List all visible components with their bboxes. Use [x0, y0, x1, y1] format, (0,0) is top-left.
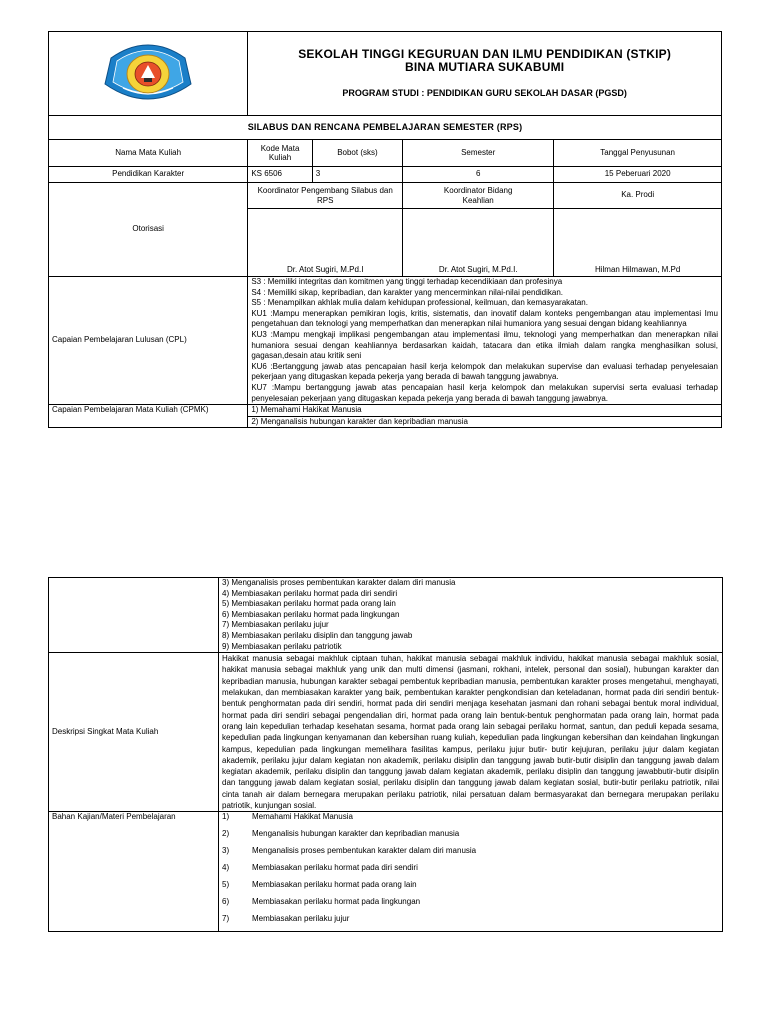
otorisasi-title-row — [49, 183, 722, 209]
cpmk-item: 3) Menganalisis proses pembentukan karakter dalam diri manusia — [222, 578, 456, 587]
coordinator-field-name: Dr. Atot Sugiri, M.Pd.I. — [403, 209, 554, 277]
coordinator-dev-name: Dr. Atot Sugiri, M.Pd.I — [248, 209, 403, 277]
credit-header: Bobot (sks) — [312, 140, 402, 167]
cpl-row — [49, 277, 722, 405]
institution-name: SEKOLAH TINGGI KEGURUAN DAN ILMU PENDIDIKAN (STKIP) — [298, 47, 672, 62]
bahan-item — [222, 880, 719, 897]
cpmk-item: 8) Membiasakan perilaku disiplin dan tanggung jawab — [222, 630, 413, 640]
cpmk-item: 5) Membiasakan perilaku hormat pada orang lain — [222, 599, 396, 609]
logo-cell — [49, 32, 248, 116]
bahan-number: 3) — [222, 846, 230, 856]
cpmk-item: 6) Membiasakan perilaku hormat pada lingkungan — [222, 609, 400, 619]
course-header-row — [49, 140, 722, 167]
bahan-number: 2) — [222, 829, 230, 839]
cpmk-item: 2) Menganalisis hubungan karakter dan kepribadian manusia — [251, 416, 468, 426]
kaprodi-label: Ka. Prodi — [554, 183, 722, 209]
bahan-text: Menganalisis hubungan karakter dan kepribadian manusia — [252, 829, 460, 839]
cpl-item: KU1 :Mampu menerapkan pemikiran logis, kritis, sistematis, dan inovatif dalam konteks pengembangan atau implementasi Imu pengetahuan dan teknologi yang memperhatkan dan menerapkan nilai humaniora yang sesuai dengan bidang keahliannya — [251, 308, 718, 329]
bahan-text: Membiasakan perilaku hormat pada orang lain — [252, 880, 417, 890]
deskripsi-text: Hakikat manusia sebagai makhluk ciptaan tuhan, hakikat manusia sebagai makhluk individu, hakikat manusia sebagai makhluk sosial, hakikat manusia sebagai makhluk yang unik dan multi dimensi (jasmani, rokhani, intelek, personal dan sosial), hubungan karakter dan kepribadian manusia, hubungan karakter sebagai pembentuk kepribadian manusia, pembentukan karakter proses mengetahui, menghayati, melakukan, dan membiasakan karakter yang baik, pembentukan karakter pengkondisian dan keteladanan, hormat pada diri sendiri bentuk-bentuk penghormatan pada diri sendiri, hormat pada diri sendiri menjaga kesehatan jasmani dan rohani sebagai bentuk moral individual, hormat pada diri sendiri sebagai pengendalian diri, hormat pada orang lain bentuk-bentuk penghormatan pada orang lain, hormat pada orang lain kepedulian terhadap kesehatan sesama, hormat pada orang lain sebagai perilaku hormat, santun, dan peduli kepada sesama, kepedulian pada lingkungan kenyamanan dan kebersihan ruang kuliah, kepedulian pada lingkungan kebersihan dan keindahan lingkungan kampus, kepedulian pada lingkungan memelihara fasilitas kampus, perilaku jujur butir- butir kejujuran, perilaku jujur dalam kegiatan akademik, perilaku jujur dalam kegiatan non akademik, perilaku disiplin dan tanggung jawab butir-butir disiplin dan tanggung jawab dalam kegiatan akademik, perilaku disiplin dan tanggung jawab dalam kegiatan akademik, perilaku disiplin dan tanggung jawabbutir-butir disiplin dan tanggung jawab dalam kegiatan sosial, perilaku disiplin dan tanggung jawab dalam kegiatan sosial, butir-butir perilaku patriotik, nilai cinta tanah air dalam bernegara merupakan perilaku patriotik, nilai persatuan dalam bermasyarakat dan bernegara merupakan perilaku patriotik, kunjungan sosial. — [219, 653, 723, 812]
cpmk-label: Capaian Pembelajaran Mata Kuliah (CPMK) — [49, 405, 248, 428]
cpl-item: KU6 :Bertanggung jawab atas pencapaian hasil kerja kelompok dan melakukan supervise dan evaluasi terhadap penyelesaian pekerjaan yang ditugaskan kepada pekerja yang berada di bawah tanggung jawabnya. — [251, 361, 718, 382]
cpmk-row — [49, 405, 722, 428]
coordinator-dev-label: Koordinator Pengembang Silabus dan RPS — [248, 183, 403, 209]
bahan-item — [222, 829, 719, 846]
cpmk-content — [248, 405, 722, 428]
bahan-text: Memahami Hakikat Manusia — [252, 812, 353, 822]
otorisasi-label: Otorisasi — [49, 183, 248, 277]
course-name-header: Nama Mata Kuliah — [49, 140, 248, 167]
bahan-item — [222, 914, 719, 931]
cpmk-continued-label — [49, 578, 219, 653]
cpl-item: KU3 :Mampu mengkaji implikasi pengembangan atau implementasi ilmu, teknologi yang memperhatkan dan menerapkan nilai humaniora sesuai dengan keahliannya berdasarkan kaidah, tatacara dan etika ilmiah dalam rangka menghasilkan solusi, gagasan,desain atau kritik seni — [251, 329, 718, 361]
bahan-item — [222, 812, 719, 829]
cpmk-continued-row — [49, 578, 723, 653]
cpl-item: KU7 :Mampu bertanggung jawab atas pencapaian hasil kerja kelompok dan melakukan supervisi serta evaluasi terhadap penyelesaian pekerjaan yang ditugaskan kepada pekerja yang berada di bawah tanggung jawabnya. — [251, 382, 718, 403]
bahan-number: 1) — [222, 812, 230, 822]
cpl-item: S3 : Memiliki integritas dan komitmen yang tinggi terhadap kecendikiaan dan profesinya — [251, 277, 563, 286]
course-code-value: KS 6506 — [248, 167, 312, 183]
cpl-label: Capaian Pembelajaran Lulusan (CPL) — [49, 277, 248, 405]
deskripsi-row — [49, 653, 723, 812]
cpl-item: S5 : Menampilkan akhlak mulia dalam kehidupan professional, keilmuan, dan kemasyarakatan. — [251, 298, 588, 308]
course-value-row — [49, 167, 722, 183]
kaprodi-name: Hilman Hilmawan, M.Pd — [554, 209, 722, 277]
bahan-number: 6) — [222, 897, 230, 907]
bahan-text: Membiasakan perilaku hormat pada diri sendiri — [252, 863, 418, 873]
rps-table-page-1 — [48, 31, 722, 428]
cpmk-item: 1) Memahami Hakikat Manusia — [248, 405, 721, 417]
course-name-value: Pendidikan Karakter — [49, 167, 248, 183]
institution-header — [248, 32, 722, 116]
cpmk-item: 9) Membiasakan perilaku patriotik — [222, 641, 342, 651]
bahan-text: Membiasakan perilaku jujur — [252, 914, 350, 924]
coordinator-field-label: Koordinator Bidang Keahlian — [403, 183, 554, 209]
semester-value: 6 — [403, 167, 554, 183]
cpmk-item: 4) Membiasakan perilaku hormat pada diri sendiri — [222, 588, 398, 598]
rps-page-2 — [48, 577, 722, 932]
course-code-header: Kode Mata Kuliah — [248, 140, 312, 167]
bahan-item — [222, 846, 719, 863]
bahan-item — [222, 863, 719, 880]
cpmk-item: 7) Membiasakan perilaku jujur — [222, 620, 329, 630]
bahan-number: 5) — [222, 880, 230, 890]
bahan-label: Bahan Kajian/Materi Pembelajaran — [49, 812, 219, 932]
cpl-item: S4 : Memiliki sikap, kepribadian, dan karakter yang mencerminkan nilai-nilai pendidikan. — [251, 287, 564, 297]
bahan-text: Menganalisis proses pembentukan karakter dalam diri manusia — [252, 846, 477, 856]
bahan-row — [49, 812, 723, 932]
bahan-number: 7) — [222, 914, 230, 924]
cpmk-continued-content — [219, 578, 723, 653]
rps-title-row — [49, 116, 722, 140]
semester-header: Semester — [403, 140, 554, 167]
credit-value: 3 — [312, 167, 402, 183]
program-title: PROGRAM STUDI : PENDIDIKAN GURU SEKOLAH DASAR (PGSD) — [342, 88, 627, 99]
bahan-item — [222, 897, 719, 914]
deskripsi-label: Deskripsi Singkat Mata Kuliah — [49, 653, 219, 812]
cpl-content — [248, 277, 722, 405]
rps-table-page-2 — [48, 577, 723, 932]
institution-name-line2: BINA MUTIARA SUKABUMI — [405, 60, 565, 75]
stkip-logo-icon — [97, 38, 199, 110]
date-header: Tanggal Penyusunan — [554, 140, 722, 167]
bahan-content — [219, 812, 723, 932]
header-row — [49, 32, 722, 116]
date-value: 15 Peberuari 2020 — [554, 167, 722, 183]
bahan-text: Membiasakan perilaku hormat pada lingkungan — [252, 897, 421, 907]
rps-title: SILABUS DAN RENCANA PEMBELAJARAN SEMESTER (RPS) — [49, 116, 722, 140]
rps-page-1 — [48, 31, 722, 428]
bahan-number: 4) — [222, 863, 230, 873]
